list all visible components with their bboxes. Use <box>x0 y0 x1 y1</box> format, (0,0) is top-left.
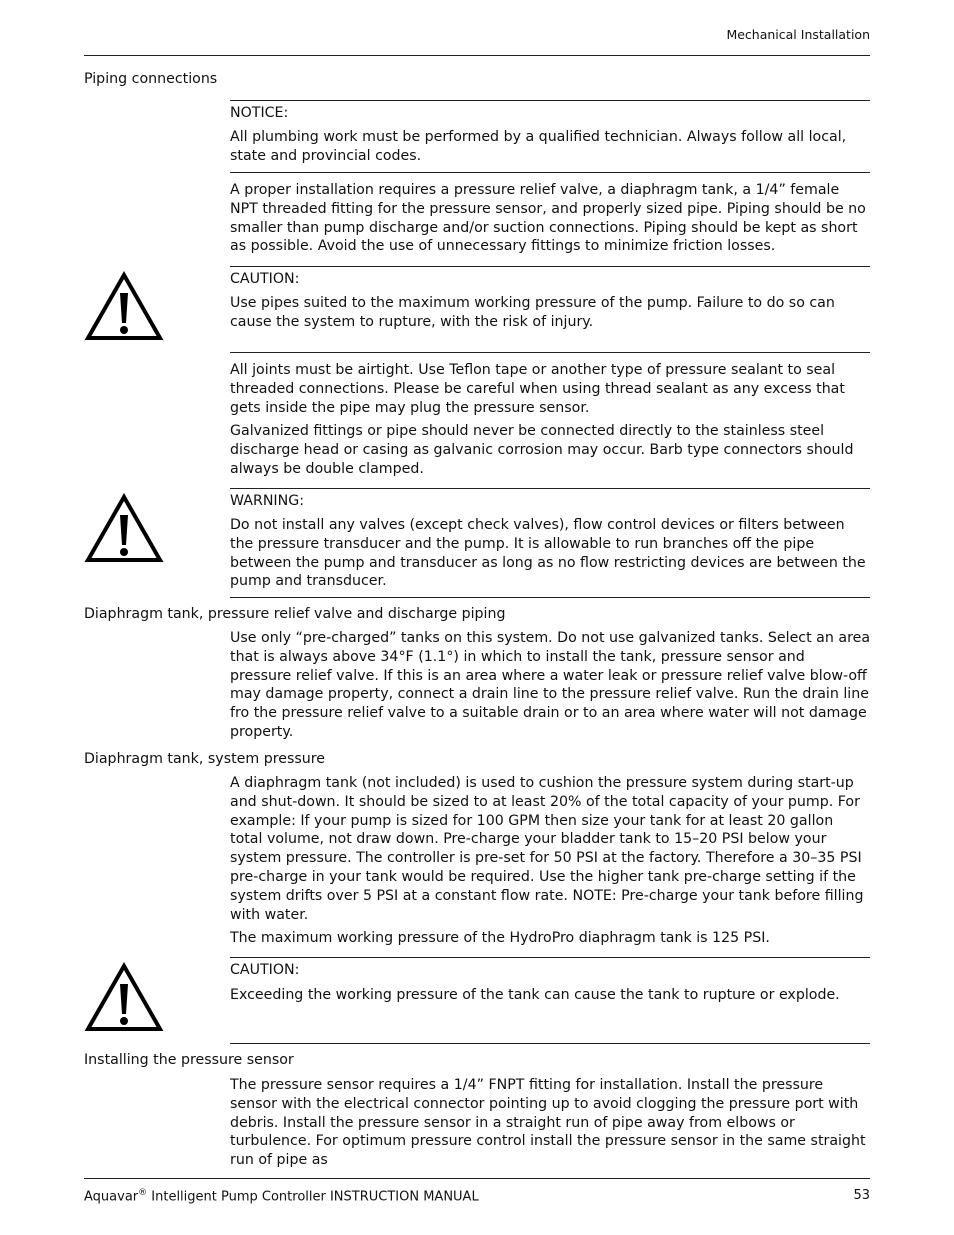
warning-text: Do not install any valves (except check valves), flow control devices or filters between the pressure transducer and the pump. It is allowable to run branches off the pipe between the pump and transducer as long as no flow restricting devices are between the pump and transducer. <box>230 517 866 590</box>
notice-bottom-rule <box>230 172 870 173</box>
notice-text: All plumbing work must be performed by a qualified technician. Always follow all local, state and provincial codes. <box>230 129 847 164</box>
tank-caution-top-rule <box>230 957 870 958</box>
tank-caution-text: Exceeding the working pressure of the tank can cause the tank to rupture or explode. <box>230 987 840 1003</box>
joints-paragraph: All joints must be airtight. Use Teflon tape or another type of pressure sealant to seal threaded connections. Please be careful when using thread sealant as any excess that gets inside the pipe may plug the pressure sensor. <box>230 362 845 416</box>
warning-bottom-rule <box>230 597 870 598</box>
registered-mark: ® <box>138 1188 148 1198</box>
tank-caution-triangle-icon <box>84 962 164 1032</box>
tank-caution-label: CAUTION: <box>230 962 300 978</box>
notice-label: NOTICE: <box>230 105 289 121</box>
footer-manual-title: Intelligent Pump Controller INSTRUCTION MANUAL <box>147 1189 479 1205</box>
caution-label: CAUTION: <box>230 271 300 287</box>
warning-top-rule <box>230 488 870 489</box>
notice-top-rule <box>230 100 870 101</box>
tank-relief-text: Use only “pre-charged” tanks on this system. Do not use galvanized tanks. Select an area that is always above 34°F (1.1°) in which to install the tank, pressure sensor and pressure relief valve. If this is an area where a water leak or pressure relief valve blow-off may damage property, connect a drain line to the pressure relief valve. Run the drain line fro the pressure relief valve to a suitable drain or to an area where water will not damage property. <box>230 630 871 740</box>
footer-brand: Aquavar <box>84 1189 139 1205</box>
footer-rule <box>84 1178 870 1179</box>
tank-pressure-text: A diaphragm tank (not included) is used to cushion the pressure system during start-up and shut-down. It should be sized to at least 20% of the total capacity of your pump. For example: If your pump is sized for 100 GPM then size your tank for at least 20 gallon total volume, not draw down. Pre-charge your bladder tank to 15–20 PSI below your system pressure. The controller is pre-set for 50 PSI at the factory. Therefore a 30–35 PSI pre-charge in your tank would be required. Use the higher tank pre-charge setting if the system drifts over 5 PSI at a constant flow rate. NOTE: Pre-charge your tank before filling with water. <box>230 775 864 923</box>
warning-label: WARNING: <box>230 493 304 509</box>
caution-top-rule <box>230 266 870 267</box>
section-heading-sensor: Installing the pressure sensor <box>84 1052 294 1068</box>
sensor-text: The pressure sensor requires a 1/4” FNPT fitting for installation. Install the pressure sensor with the electrical connector pointing up to avoid clogging the pressure port with debris. Install the pressure sensor in a straight run of pipe away from elbows or turbulence. For optimum pressure control install the pressure sensor in the same straight run of pipe as <box>230 1077 866 1169</box>
caution-text: Use pipes suited to the maximum working pressure of the pump. Failure to do so can cause the system to rupture, with the risk of injury. <box>230 295 835 330</box>
page-number: 53 <box>853 1188 870 1203</box>
footer-title <box>84 1188 479 1204</box>
running-header: Mechanical Installation <box>726 27 870 42</box>
section-heading-tank-relief: Diaphragm tank, pressure relief valve and discharge piping <box>84 606 506 622</box>
piping-intro: A proper installation requires a pressure relief valve, a diaphragm tank, a 1/4” female NPT threaded fitting for the pressure sensor, and properly sized pipe. Piping should be no smaller than pump discharge and/or suction connections. Piping should be kept as short as possible. Avoid the use of unnecessary fittings to minimize friction losses. <box>230 182 866 255</box>
tank-max-pressure: The maximum working pressure of the HydroPro diaphragm tank is 125 PSI. <box>230 930 770 946</box>
warning-triangle-icon <box>84 493 164 563</box>
header-rule <box>84 55 870 56</box>
section-heading-piping: Piping connections <box>84 71 218 87</box>
section-heading-tank-pressure: Diaphragm tank, system pressure <box>84 751 325 767</box>
caution-bottom-rule <box>230 352 870 353</box>
caution-warning-triangle-icon <box>84 271 164 341</box>
tank-caution-bottom-rule <box>230 1043 870 1044</box>
galvanized-paragraph: Galvanized fittings or pipe should never be connected directly to the stainless steel discharge head or casing as galvanic corrosion may occur. Barb type connectors should always be double clamped. <box>230 423 854 477</box>
